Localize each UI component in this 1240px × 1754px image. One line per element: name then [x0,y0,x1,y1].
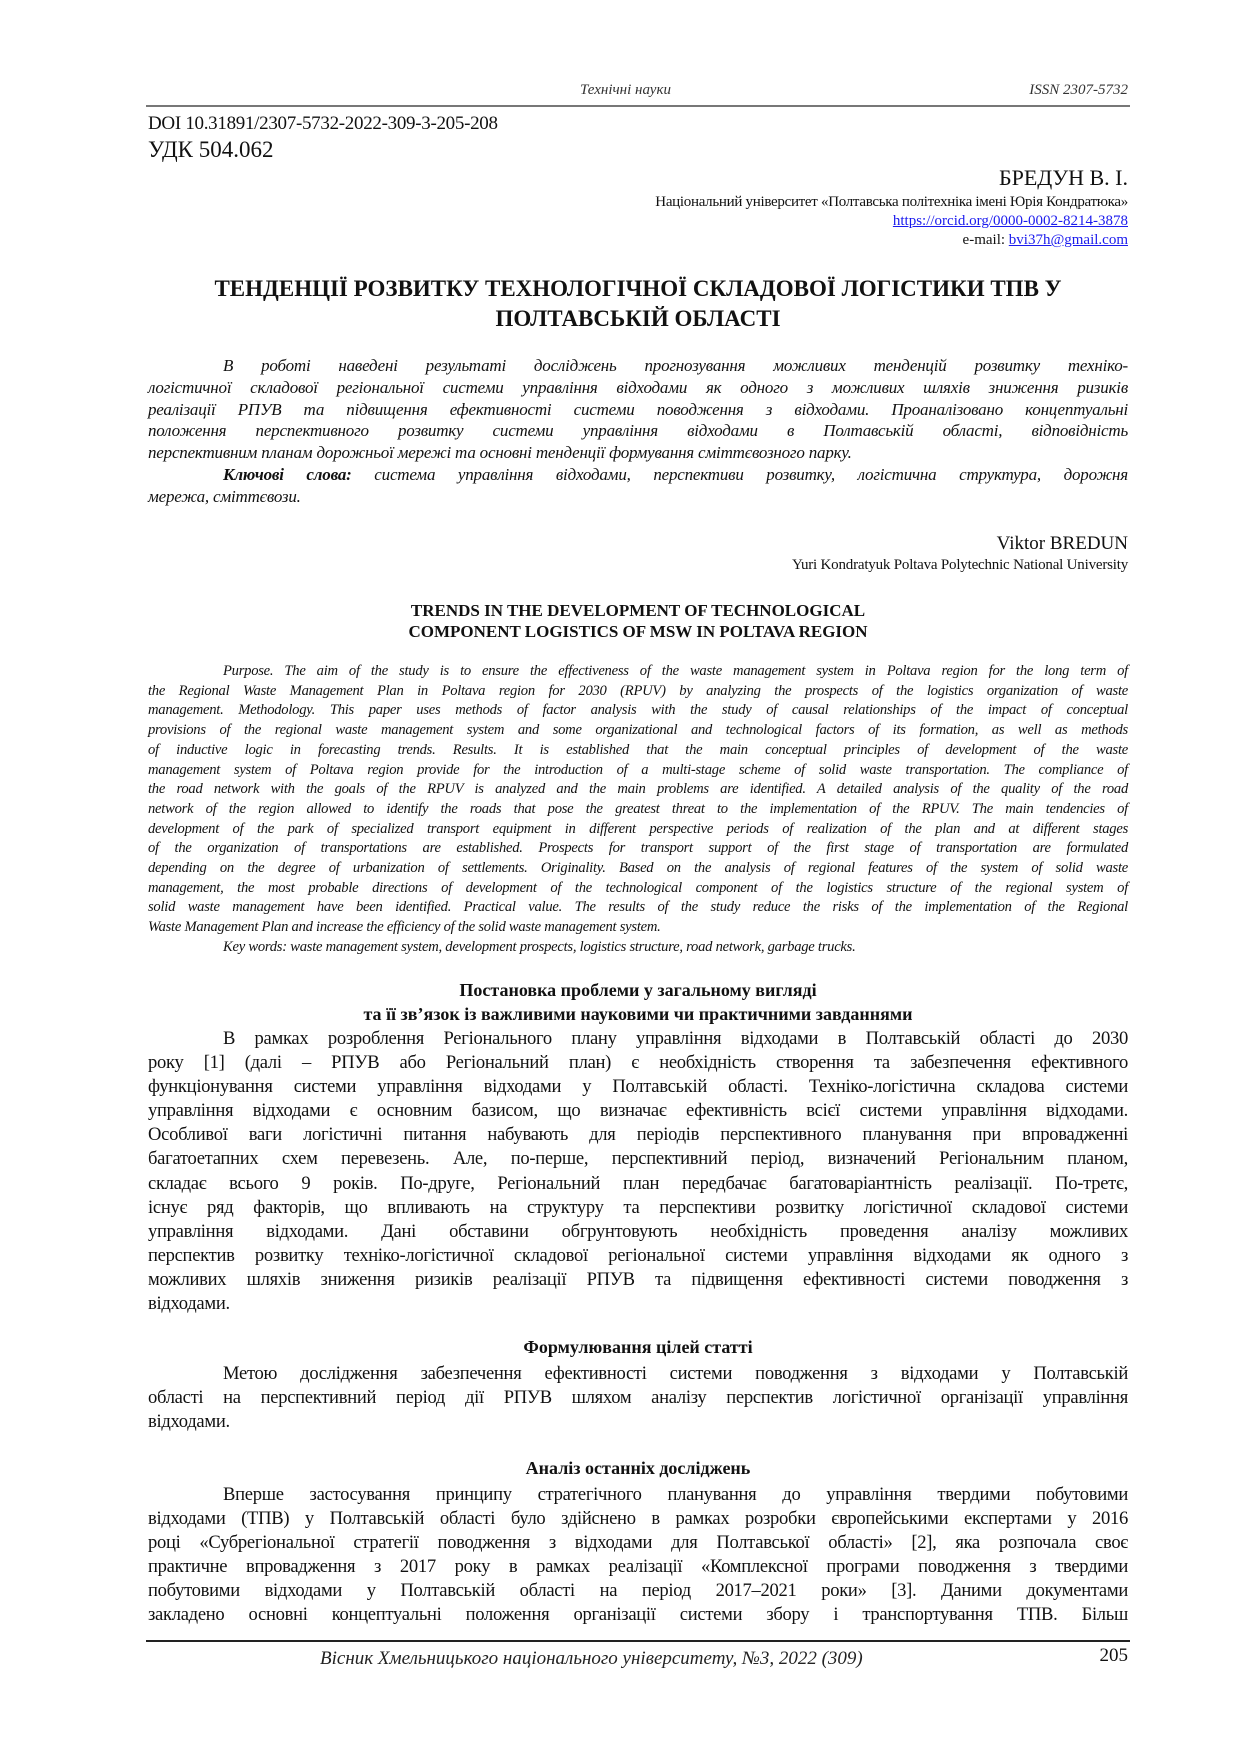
title-en [148,600,1128,642]
email-label: e-mail: [962,232,1009,248]
section1-body [148,1027,1128,1316]
abstract-en-line: of the organization of transportations are established. Prospects for transport support of the first stage of transportation are formulated [148,840,1128,857]
orcid-row [893,213,1128,230]
body-line: відходами. [148,1411,230,1433]
body-line: побутовими відходами у Полтавській області на період 2017–2021 роки» [3]. Даними документами [148,1580,1128,1602]
body-line: існує ряд факторів, що впливають на структуру та перспективи розвитку логістичної складової системи [148,1196,1128,1218]
keywords-uk-label: Ключові слова: [223,464,352,484]
body-line: Вперше застосування принципу стратегічного планування до управління твердими побутовими [223,1484,1128,1505]
abstract-uk [148,355,1128,508]
body-line: Метою дослідження забезпечення ефективності системи поводження з відходами у Полтавській [223,1363,1128,1384]
section2-heading: Формулювання цілей статті [523,1337,753,1357]
abstract-en-line: management system of Poltava region provide for the introduction of a multi-stage scheme of solid waste transportation. The compliance of [148,761,1128,778]
doi: DOI 10.31891/2307-5732-2022-309-3-205-208 [148,113,498,134]
body-line: можливих шляхів зниження ризиків реалізації РПУВ та підвищення ефективності системи поводження з [148,1268,1128,1290]
title-en-line: TRENDS IN THE DEVELOPMENT OF TECHNOLOGICAL [410,601,866,620]
body-line: перспектив розвитку техніко-логістичної складової регіональної системи управління відходами як одного з [148,1244,1128,1266]
abstract-en-line: network of the region allowed to identify the roads that pose the greatest threat to the implementation of the RPUV. The main tendencies of [148,800,1128,817]
header-rule [146,105,1130,107]
keywords-uk-text: система управління відходами, перспективи розвитку, логістична структура, дорожня [351,464,1128,484]
body-line: В рамках розроблення Регіонального плану управління відходами в Полтавській області до 2030 [223,1028,1128,1049]
abstract-en-line: the Regional Waste Management Plan in Poltava region for 2030 (RPUV) by analyzing the prospects of the logistics organization of waste [148,682,1128,699]
body-line: багатоетапних схем перевезень. Але, по-перше, перспективний період, визначений Регіональним планом, [148,1148,1128,1170]
section1-heading-line: Постановка проблеми у загальному вигляді [459,980,817,1000]
running-header-section: Технічні науки [580,82,671,98]
author-affiliation-en: Yuri Kondratyuk Poltava Polytechnic National University [791,557,1128,573]
section1-heading-line: та її зв’язок із важливими науковими чи практичними завданнями [363,1004,913,1024]
email-link[interactable]: bvi37h@gmail.com [1008,232,1128,248]
body-line: практичне впровадження з 2017 року в рамках реалізації «Комплексної програми поводження з твердими [148,1556,1128,1578]
abstract-en-line: depending on the degree of urbanization of settlements. Originality. Based on the analysis of regional features of the system of solid waste [148,860,1128,877]
keywords-uk [148,464,1128,486]
title-uk [148,274,1128,334]
body-line: відходами. [148,1293,230,1315]
footer-journal: Вісник Хмельницького національного університету, №3, 2022 (309) [320,1648,863,1669]
running-header-issn: ISSN 2307-5732 [1029,82,1128,98]
abstract-uk-line: перспективним планам дорожньої мережі та основні тенденції формування сміттєвозного парку. [148,443,852,463]
section3-heading: Аналіз останніх досліджень [525,1458,751,1478]
title-en-line: COMPONENT LOGISTICS OF MSW IN POLTAVA REGION [408,622,868,641]
abstract-en-line: development of the park of specialized transport equipment in different perspective periods of realization of the plan and at different stages [148,820,1128,837]
abstract-uk-line: реалізації РПУВ та підвищення ефективності системи поводження з відходами. Проаналізовано концептуальні [148,399,1128,419]
body-line: року [1] (далі – РПУВ або Регіональний план) є необхідність створення та забезпечення ефективного [148,1052,1128,1074]
body-line: функціонування системи управління відходами у Полтавській області. Техніко-логістична складова системи [148,1076,1128,1098]
section1-heading [148,978,1128,1026]
author-name-uk: БРЕДУН В. І. [998,165,1128,190]
abstract-en-line: provisions of the regional waste management system and some organizational and technological factors of its formation, as well as methods [148,722,1128,739]
title-uk-line: ПОЛТАВСЬКІЙ ОБЛАСТІ [495,306,781,331]
orcid-link[interactable]: https://orcid.org/0000-0002-8214-3878 [892,213,1128,229]
abstract-uk-line: В роботі наведені результаті досліджень прогнозування можливих тенденцій розвитку техніко- [223,356,1128,375]
body-line: році «Субрегіональної стратегії поводження з відходами для Полтавської області» [2], яка розпочала своє [148,1532,1128,1554]
abstract-en-line: management. Methodology. This paper uses methods of factor analysis with the study of causal relationships of the impact of conceptual [148,702,1128,719]
abstract-uk-line: логістичної складової регіональної системи управління відходами як одного з можливих шляхів зниження ризиків [148,377,1128,397]
keywords-en: Key words: waste management system, development prospects, logistics structure, road network, garbage trucks. [223,938,856,955]
abstract-en-line: solid waste management have been identified. Practical value. The results of the study reduce the risks of the implementation of the Regional [148,899,1128,916]
body-line: складає всього 9 років. По-друге, Регіональний план передбачає багатоваріантність реалізації. По-третє, [148,1172,1128,1194]
keywords-uk-line2: мережа, сміттєвози. [148,486,301,506]
abstract-en-line: Purpose. The aim of the study is to ensure the effectiveness of the waste management system in Poltava region for the long term of [223,663,1128,679]
page-number: 205 [1099,1645,1128,1666]
abstract-en-line: Waste Management Plan and increase the efficiency of the solid waste management system. [148,919,661,936]
body-line: управління відходами є основним базисом, що визначає ефективність всієї системи управління відходами. [148,1100,1128,1122]
abstract-en [148,662,1128,958]
body-line: області на перспективний період дії РПУВ шляхом аналізу перспектив логістичної організації управління [148,1387,1128,1409]
udc: УДК 504.062 [148,137,274,162]
abstract-en-line: of inductive logic in forecasting trends. Results. It is established that the main conceptual principles of development of the waste [148,741,1128,758]
footer-rule [146,1640,1130,1642]
body-line: Особливої ваги логістичні питання набувають для періодів перспективного планування при впровадженні [148,1124,1128,1146]
abstract-en-line: the road network with the goals of the RPUV is analyzed and the main problems are identified. A detailed analysis of the quality of the road [148,781,1128,798]
section3-body [148,1483,1128,1628]
author-name-en: Viktor BREDUN [996,533,1128,554]
abstract-en-line: management, the most probable directions of development of the technological component of the logistics structure of the regional system of [148,879,1128,896]
email-row [963,232,1128,249]
body-line: закладено основні концептуальні положення організації системи збору і транспортування ТПВ. Більш [148,1604,1128,1626]
abstract-uk-line: положення перспективного розвитку системи управління відходами в Полтавській області, відповідність [148,421,1128,441]
section2-body [148,1362,1128,1434]
body-line: управління відходами. Дані обставини обгрунтовують необхідність проведення аналізу можливих [148,1220,1128,1242]
author-affiliation-uk: Національний університет «Полтавська політехніка імені Юрія Кондратюка» [655,194,1128,210]
body-line: відходами (ТПВ) у Полтавській області було здійснено в рамках розробки європейськими експертами у 2016 [148,1508,1128,1530]
title-uk-line: ТЕНДЕНЦІЇ РОЗВИТКУ ТЕХНОЛОГІЧНОЇ СКЛАДОВОЇ ЛОГІСТИКИ ТПВ У [214,276,1062,301]
